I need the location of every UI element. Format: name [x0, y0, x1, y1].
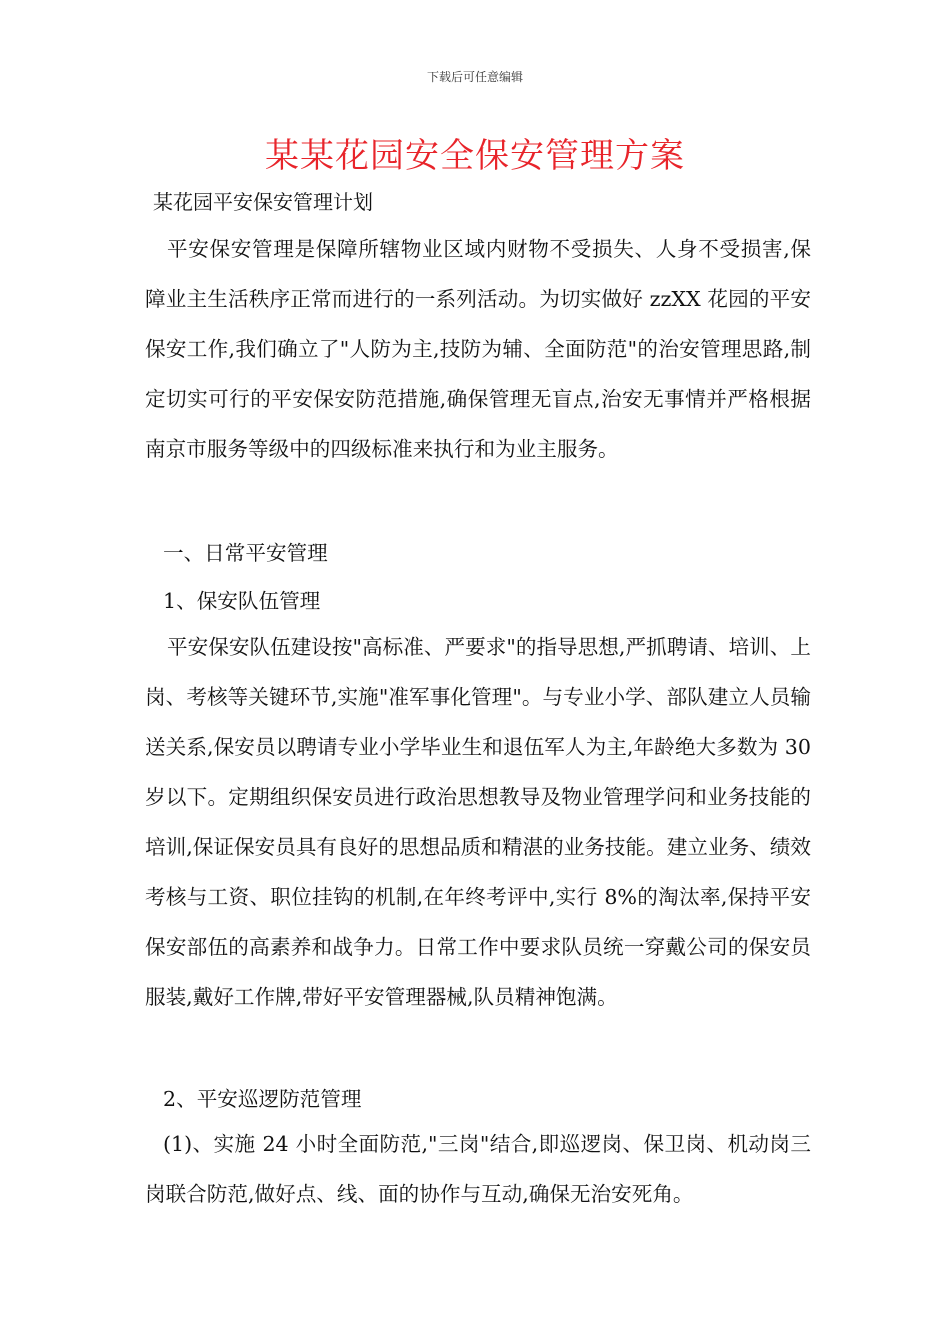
guard-team-paragraph: 平安保安队伍建设按"高标准、严要求"的指导思想,严抓聘请、培训、上岗、考核等关键环节,实施"准军事化管理"。与专业小学、部队建立人员输送关系,保安员以聘请专业小学毕业生和退伍军人为主,年龄绝大多数为 30 岁以下。定期组织保安员进行政治思想教导及物业管理学问和业务技能的培训,保证保安员具有良好的思想品质和精湛的业务技能。建立业务、绩效考核与工资、职位挂钩的机制,在年终考评中,实行 8%的淘汰率,保持平安保安部伍的高素养和战争力。日常工作中要求队员统一穿戴公司的保安员服装,戴好工作牌,带好平安管理器械,队员精神饱满。 — [145, 635, 811, 1009]
subheading-guard-team: 1、保安队伍管理 — [163, 589, 321, 613]
patrol-paragraph: (1)、实施 24 小时全面防范,"三岗"结合,即巡逻岗、保卫岗、机动岗三岗联合防范,做好点、线、面的协作与互动,确保无治安死角。 — [145, 1132, 811, 1206]
document-title: 某某花园安全保安管理方案 — [265, 136, 685, 176]
document-subtitle: 某花园平安保安管理计划 — [153, 190, 373, 214]
intro-paragraph: 平安保安管理是保障所辖物业区域内财物不受损失、人身不受损害,保障业主生活秩序正常而进行的一系列活动。为切实做好 zzXX 花园的平安保安工作,我们确立了"人防为主,技防为辅、全面防范"的治安管理思路,制定切实可行的平安保安防范措施,确保管理无盲点,治安无事情并严格根据南京市服务等级中的四级标准来执行和为业主服务。 — [145, 237, 811, 461]
subheading-patrol-prevention: 2、平安巡逻防范管理 — [163, 1087, 362, 1111]
section-heading-daily-safety: 一、日常平安管理 — [163, 541, 328, 565]
header-note: 下载后可任意编辑 — [426, 70, 523, 84]
